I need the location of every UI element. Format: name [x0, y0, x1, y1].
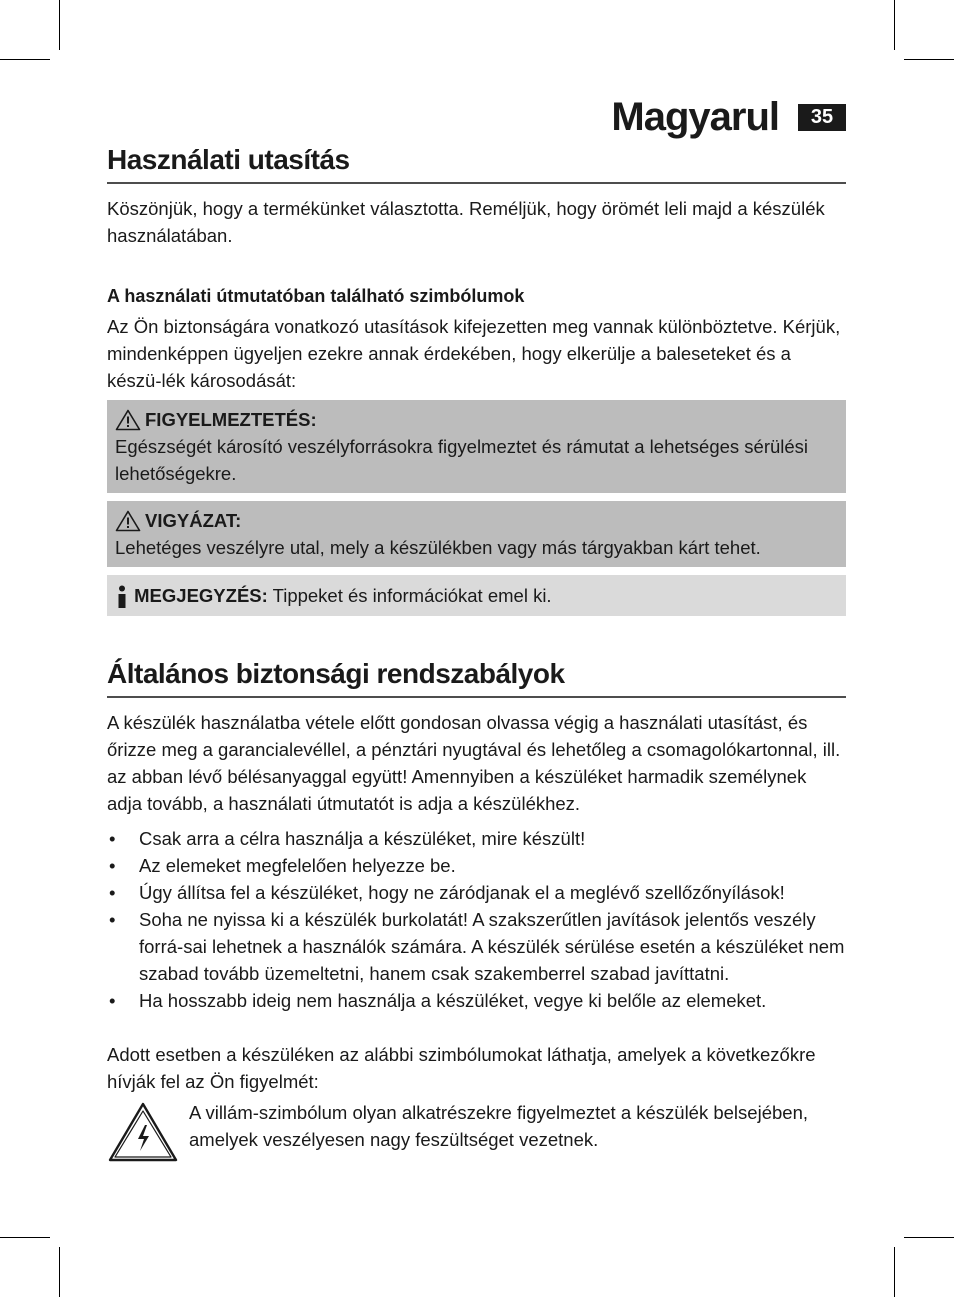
- list-item: • Az elemeket megfelelően helyezze be.: [107, 852, 846, 879]
- crop-mark: [0, 59, 50, 60]
- section-title: Általános biztonsági rendszabályok: [107, 658, 846, 698]
- crop-mark: [904, 59, 954, 60]
- section-general-safety: [107, 658, 846, 1163]
- warning-box: [107, 400, 846, 493]
- list-item: • Csak arra a célra használja a készüléket, mire készült!: [107, 825, 846, 852]
- device-symbols-paragraph: Adott esetben a készüléken az alábbi szimbólumokat láthatja, amelyek a következőkre hívják fel az Ön figyelmét:: [107, 1044, 816, 1092]
- lightning-bolt-warning-icon: [107, 1101, 179, 1163]
- safety-intro-paragraph: A készülék használatba vétele előtt gondosan olvassa végig a használati utasítást, és őrizze meg a garancialevéllel, a pénztári nyugtával és lehetőleg a csomagolókartonnal, ill. az abban lévő bélésanyaggal együtt! Amennyiben a készüléket harmadik személynek adja tovább, a használati útmutatót is adja a készülékhez.: [107, 712, 841, 814]
- note-label: MEGJEGYZÉS:: [134, 585, 268, 606]
- note-box: [107, 575, 846, 616]
- crop-mark: [904, 1237, 954, 1238]
- crop-mark: [59, 0, 60, 50]
- list-item: • Úgy állítsa fel a készüléket, hogy ne záródjanak el a meglévő szellőzőnyílások!: [107, 879, 846, 906]
- caution-triangle-icon: [115, 510, 141, 532]
- section-title: Használati utasítás: [107, 144, 846, 184]
- lightning-description: A villám-szimbólum olyan alkatrészekre figyelmeztet a készülék belsejében, amelyek veszélyesen nagy feszültséget vezetnek.: [189, 1102, 808, 1150]
- language-title: Magyarul: [611, 95, 779, 139]
- crop-mark: [894, 1247, 895, 1297]
- caution-box: [107, 501, 846, 567]
- info-icon: [115, 585, 129, 609]
- warning-label: FIGYELMEZTETÉS:: [145, 409, 317, 430]
- safety-bullet-list: [107, 825, 846, 1014]
- crop-mark: [0, 1237, 50, 1238]
- crop-mark: [894, 0, 895, 50]
- section-usage-instructions: [107, 144, 846, 616]
- note-text: Tippeket és információkat emel ki.: [272, 585, 552, 606]
- page-number: 35: [798, 104, 846, 131]
- caution-label: VIGYÁZAT:: [145, 510, 242, 531]
- symbols-paragraph: Az Ön biztonságára vonatkozó utasítások kifejezetten meg vannak különböztetve. Kérjük, mindenképpen ügyeljen ezekre annak érdekében, hogy elkerülje a baleseteket és a készü-lék károsodását:: [107, 316, 841, 391]
- intro-paragraph: Köszönjük, hogy a termékünket választotta. Reméljük, hogy örömét leli majd a készülék használatában.: [107, 198, 825, 246]
- list-item: • Ha hosszabb ideig nem használja a készüléket, vegye ki belőle az elemeket.: [107, 987, 846, 1014]
- crop-mark: [59, 1247, 60, 1297]
- warning-triangle-icon: [115, 409, 141, 431]
- lightning-symbol-row: [107, 1101, 846, 1163]
- symbols-heading: A használati útmutatóban található szimbólumok: [107, 286, 525, 306]
- warning-text: Egészségét károsító veszélyforrásokra figyelmeztet és rámutat a lehetséges sérülési lehetőségekre.: [115, 436, 809, 484]
- list-item: • Soha ne nyissa ki a készülék burkolatát! A szakszerűtlen javítások jelentős veszély forrá-sai lehetnek a használók számára. A készülék sérülése esetén a készüléket nem szabad tovább üzemeltetni, hanem csak szakemberrel szabad javíttatni.: [107, 906, 846, 987]
- caution-text: Lehetéges veszélyre utal, mely a készülékben vagy más tárgyakban kárt tehet.: [115, 537, 761, 558]
